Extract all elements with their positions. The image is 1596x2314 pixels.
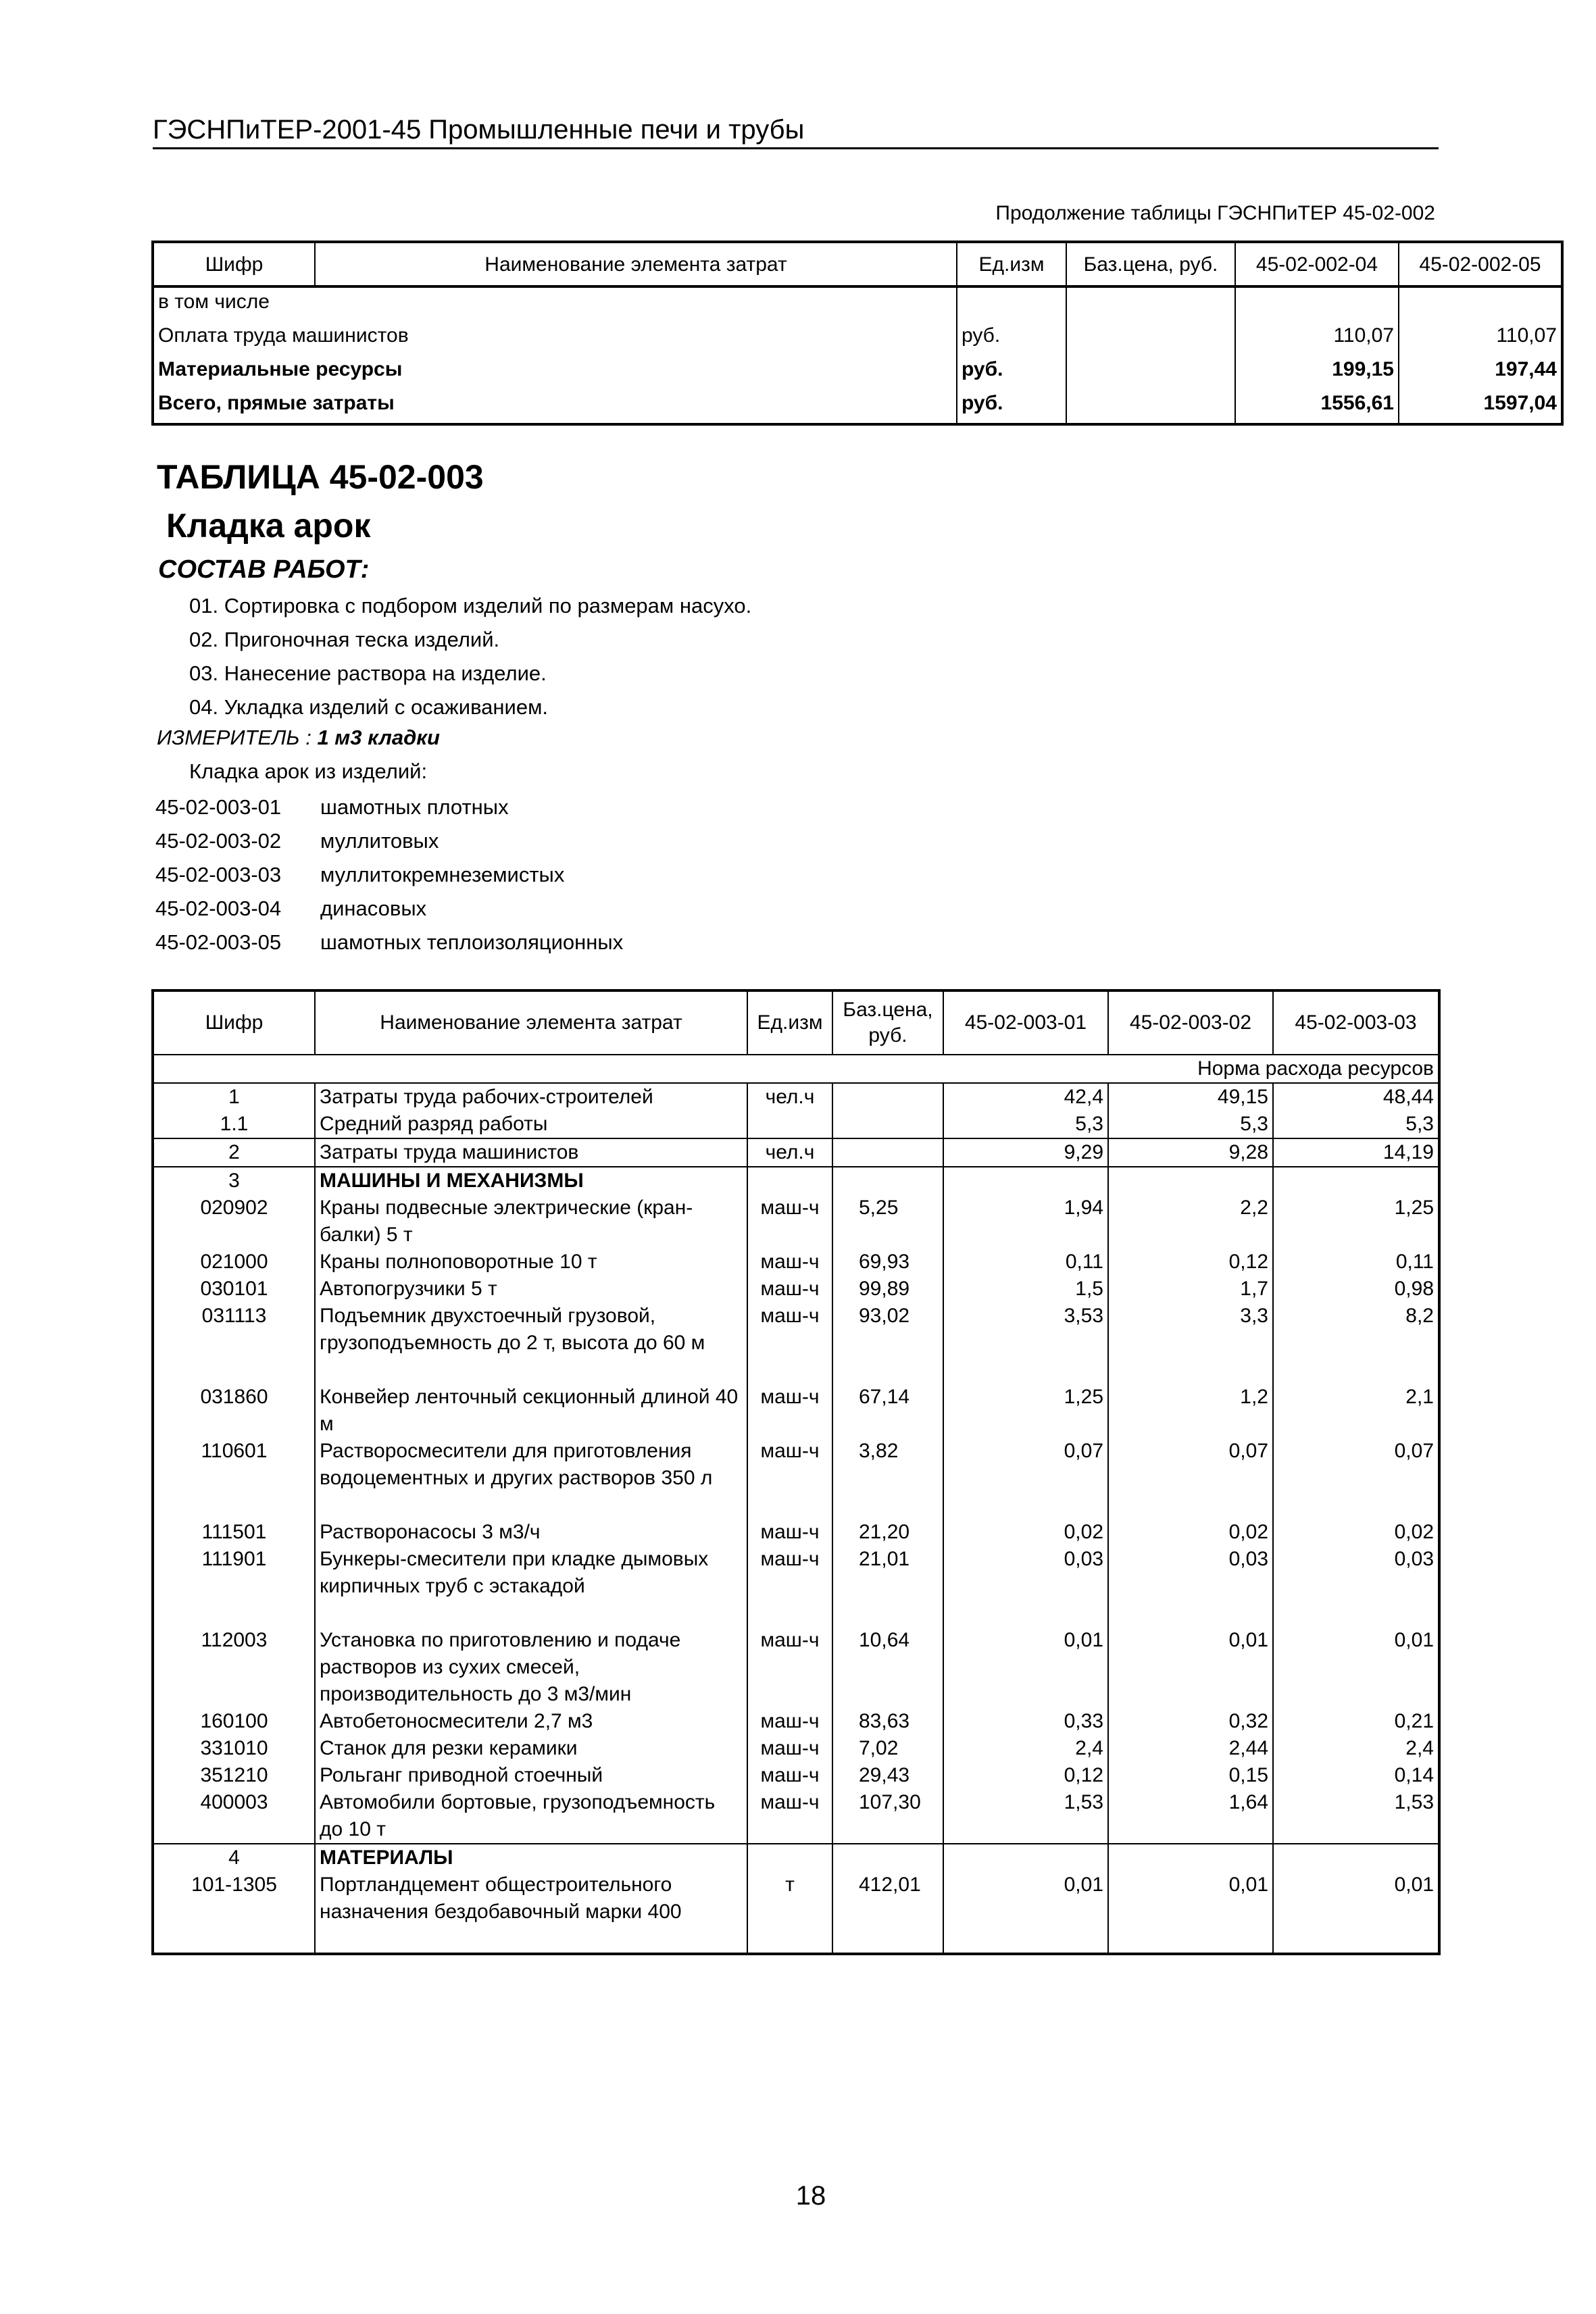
row-price: 83,63 xyxy=(832,1708,943,1735)
row-unit: руб. xyxy=(957,322,1066,355)
header-code: Шифр xyxy=(153,242,315,286)
row-value: 1,5 xyxy=(943,1276,1108,1303)
row-value: 2,1 xyxy=(1273,1384,1439,1438)
row-unit: маш-ч xyxy=(747,1708,832,1735)
row-price: 21,01 xyxy=(832,1546,943,1627)
row-unit: чел.ч xyxy=(747,1083,832,1111)
work-item: 03. Нанесение раствора на изделие. xyxy=(189,661,547,685)
row-value: 0,01 xyxy=(1273,1871,1439,1926)
row-label: Оплата труда машинистов xyxy=(153,322,957,355)
row-price xyxy=(832,1167,943,1194)
row-code: 112003 xyxy=(153,1627,315,1708)
code-number: 45-02-003-01 xyxy=(155,795,282,819)
row-value: 0,11 xyxy=(1273,1249,1439,1276)
row-unit xyxy=(747,1167,832,1194)
row-unit: маш-ч xyxy=(747,1735,832,1762)
row-code: 111901 xyxy=(153,1546,315,1627)
row-price xyxy=(1066,322,1235,355)
row-price: 69,93 xyxy=(832,1249,943,1276)
row-value: 0,33 xyxy=(943,1708,1108,1735)
row-code: 2 xyxy=(153,1138,315,1167)
empty-cell xyxy=(943,1926,1108,1954)
row-unit xyxy=(747,1844,832,1871)
row-value: 49,15 xyxy=(1108,1083,1273,1111)
row-name: Станок для резки керамики xyxy=(315,1735,747,1762)
table-row xyxy=(153,1762,1439,1789)
code-item xyxy=(155,926,623,959)
measurement-line xyxy=(157,723,440,753)
row-code: 400003 xyxy=(153,1789,315,1844)
row-value: 197,44 xyxy=(1399,355,1562,389)
code-item xyxy=(155,790,623,824)
row-value: 14,19 xyxy=(1273,1138,1439,1167)
continuation-table xyxy=(151,241,1564,426)
table-row xyxy=(153,1546,1439,1627)
row-unit: маш-ч xyxy=(747,1546,832,1627)
norm-label: Норма расхода ресурсов xyxy=(153,1055,1439,1083)
row-value xyxy=(1273,1844,1439,1871)
row-price: 7,02 xyxy=(832,1735,943,1762)
row-label: Материальные ресурсы xyxy=(153,355,957,389)
row-value: 48,44 xyxy=(1273,1083,1439,1111)
table-row xyxy=(153,322,1562,355)
row-value: 42,4 xyxy=(943,1083,1108,1111)
row-value: 0,11 xyxy=(943,1249,1108,1276)
table-row xyxy=(153,1627,1439,1708)
row-name: Автомобили бортовые, грузоподъемность до 10 т xyxy=(315,1789,747,1844)
row-name: Бункеры-смесители при кладке дымовых кирпичных труб с эстакадой xyxy=(315,1546,747,1627)
row-price: 93,02 xyxy=(832,1303,943,1384)
page-header-title: ГЭСНПиТЕР-2001-45 Промышленные печи и трубы xyxy=(153,115,805,145)
row-price xyxy=(1066,286,1235,322)
empty-cell xyxy=(315,1926,747,1954)
row-value: 9,29 xyxy=(943,1138,1108,1167)
row-unit: маш-ч xyxy=(747,1276,832,1303)
table-row xyxy=(153,1249,1439,1276)
row-unit: маш-ч xyxy=(747,1303,832,1384)
row-value: 0,01 xyxy=(1273,1627,1439,1708)
row-value: 0,01 xyxy=(943,1871,1108,1926)
row-value: 1,7 xyxy=(1108,1276,1273,1303)
row-price: 99,89 xyxy=(832,1276,943,1303)
row-value: 0,03 xyxy=(943,1546,1108,1627)
code-number: 45-02-003-03 xyxy=(155,863,282,886)
row-unit xyxy=(957,286,1066,322)
row-value: 3,3 xyxy=(1108,1303,1273,1384)
row-value: 8,2 xyxy=(1273,1303,1439,1384)
row-price: 5,25 xyxy=(832,1194,943,1249)
row-code: 160100 xyxy=(153,1708,315,1735)
row-value: 0,01 xyxy=(1108,1871,1273,1926)
header-code: Шифр xyxy=(153,990,315,1055)
header-col2: 45-02-002-05 xyxy=(1399,242,1562,286)
row-value: 0,03 xyxy=(1273,1546,1439,1627)
row-price: 67,14 xyxy=(832,1384,943,1438)
row-code: 331010 xyxy=(153,1735,315,1762)
row-value: 2,44 xyxy=(1108,1735,1273,1762)
empty-cell xyxy=(747,1926,832,1954)
table-title: ТАБЛИЦА 45-02-003 xyxy=(157,458,484,496)
header-col1: 45-02-002-04 xyxy=(1235,242,1399,286)
table-row xyxy=(153,1276,1439,1303)
resource-table xyxy=(151,989,1441,1955)
row-code: 111501 xyxy=(153,1519,315,1546)
table-row xyxy=(153,1844,1439,1871)
row-name: Затраты труда машинистов xyxy=(315,1138,747,1167)
table-row xyxy=(153,1083,1439,1111)
row-code: 021000 xyxy=(153,1249,315,1276)
row-name: МАТЕРИАЛЫ xyxy=(315,1844,747,1871)
norm-row xyxy=(153,1055,1439,1083)
table-header-row xyxy=(153,990,1439,1055)
table-row xyxy=(153,1303,1439,1384)
row-unit: маш-ч xyxy=(747,1519,832,1546)
row-unit: руб. xyxy=(957,389,1066,424)
measurement-value: 1 м3 кладки xyxy=(317,726,440,749)
row-code: 020902 xyxy=(153,1194,315,1249)
row-value xyxy=(943,1844,1108,1871)
code-description: шамотных плотных xyxy=(320,795,509,819)
table-row xyxy=(153,1871,1439,1926)
row-price xyxy=(832,1138,943,1167)
resource-table-body xyxy=(153,1083,1439,1954)
table-row xyxy=(153,355,1562,389)
empty-cell xyxy=(1273,1926,1439,1954)
row-value: 1597,04 xyxy=(1399,389,1562,424)
row-name: Растворонасосы 3 м3/ч xyxy=(315,1519,747,1546)
row-value: 2,2 xyxy=(1108,1194,1273,1249)
row-price: 21,20 xyxy=(832,1519,943,1546)
code-number: 45-02-003-02 xyxy=(155,829,282,853)
row-price: 107,30 xyxy=(832,1789,943,1844)
row-price xyxy=(832,1844,943,1871)
row-name: Рольганг приводной стоечный xyxy=(315,1762,747,1789)
row-unit: маш-ч xyxy=(747,1438,832,1519)
row-price xyxy=(832,1111,943,1138)
page-number: 18 xyxy=(795,2181,826,2211)
row-value xyxy=(943,1167,1108,1194)
row-value: 2,4 xyxy=(1273,1735,1439,1762)
code-item xyxy=(155,892,623,926)
header-col1: 45-02-003-01 xyxy=(943,990,1108,1055)
row-code: 1 xyxy=(153,1083,315,1111)
table-row xyxy=(153,1735,1439,1762)
row-value xyxy=(1273,1167,1439,1194)
row-name: Конвейер ленточный секционный длиной 40 м xyxy=(315,1384,747,1438)
row-value xyxy=(1399,286,1562,322)
code-description: муллитовых xyxy=(320,829,439,853)
kladka-intro: Кладка арок из изделий: xyxy=(189,759,428,783)
row-value: 199,15 xyxy=(1235,355,1399,389)
header-unit: Ед.изм xyxy=(747,990,832,1055)
code-number: 45-02-003-05 xyxy=(155,930,282,954)
work-item: 01. Сортировка с подбором изделий по размерам насухо. xyxy=(189,594,752,618)
table-row xyxy=(153,1438,1439,1519)
row-unit: маш-ч xyxy=(747,1249,832,1276)
row-value: 0,32 xyxy=(1108,1708,1273,1735)
table-row xyxy=(153,1708,1439,1735)
table-row xyxy=(153,1519,1439,1546)
row-value: 5,3 xyxy=(1273,1111,1439,1138)
row-value: 1556,61 xyxy=(1235,389,1399,424)
row-label: Всего, прямые затраты xyxy=(153,389,957,424)
row-name: Краны полноповоротные 10 т xyxy=(315,1249,747,1276)
code-description: муллитокремнеземистых xyxy=(320,863,565,886)
row-unit: маш-ч xyxy=(747,1384,832,1438)
measurement-label: ИЗМЕРИТЕЛЬ : xyxy=(157,726,311,749)
row-value: 0,07 xyxy=(943,1438,1108,1519)
code-item xyxy=(155,824,623,858)
table-row xyxy=(153,1789,1439,1844)
row-value: 110,07 xyxy=(1235,322,1399,355)
row-value: 5,3 xyxy=(1108,1111,1273,1138)
row-value: 0,02 xyxy=(1273,1519,1439,1546)
row-value xyxy=(1108,1844,1273,1871)
row-value: 1,2 xyxy=(1108,1384,1273,1438)
row-value: 0,02 xyxy=(943,1519,1108,1546)
row-code: 031860 xyxy=(153,1384,315,1438)
row-value: 0,01 xyxy=(1108,1627,1273,1708)
table-header-row xyxy=(153,242,1562,286)
row-value: 0,12 xyxy=(943,1762,1108,1789)
row-code: 351210 xyxy=(153,1762,315,1789)
row-value: 0,12 xyxy=(1108,1249,1273,1276)
row-code: 1.1 xyxy=(153,1111,315,1138)
header-col2: 45-02-003-02 xyxy=(1108,990,1273,1055)
row-value: 3,53 xyxy=(943,1303,1108,1384)
row-price: 412,01 xyxy=(832,1871,943,1926)
row-value: 0,07 xyxy=(1273,1438,1439,1519)
row-code: 031113 xyxy=(153,1303,315,1384)
code-number: 45-02-003-04 xyxy=(155,897,282,920)
row-code: 101-1305 xyxy=(153,1871,315,1926)
row-price: 10,64 xyxy=(832,1627,943,1708)
row-name: Установка по приготовлению и подаче растворов из сухих смесей, производительность до 3 м3/мин xyxy=(315,1627,747,1708)
row-value: 5,3 xyxy=(943,1111,1108,1138)
row-value xyxy=(1235,286,1399,322)
row-name: Автопогрузчики 5 т xyxy=(315,1276,747,1303)
row-value: 1,53 xyxy=(943,1789,1108,1844)
row-unit: маш-ч xyxy=(747,1194,832,1249)
row-unit: руб. xyxy=(957,355,1066,389)
row-name: Средний разряд работы xyxy=(315,1111,747,1138)
row-value: 0,98 xyxy=(1273,1276,1439,1303)
work-composition-label: СОСТАВ РАБОТ: xyxy=(158,555,370,584)
row-price xyxy=(832,1083,943,1111)
row-code: 4 xyxy=(153,1844,315,1871)
table-row xyxy=(153,1167,1439,1194)
row-value: 1,25 xyxy=(1273,1194,1439,1249)
row-value: 0,03 xyxy=(1108,1546,1273,1627)
row-value: 1,25 xyxy=(943,1384,1108,1438)
row-value: 0,14 xyxy=(1273,1762,1439,1789)
row-value: 0,21 xyxy=(1273,1708,1439,1735)
code-list xyxy=(155,790,623,959)
row-value: 0,02 xyxy=(1108,1519,1273,1546)
table-row xyxy=(153,1111,1439,1138)
row-price xyxy=(1066,355,1235,389)
empty-cell xyxy=(832,1926,943,1954)
row-name: Подъемник двухстоечный грузовой, грузоподъемность до 2 т, высота до 60 м xyxy=(315,1303,747,1384)
header-name: Наименование элемента затрат xyxy=(315,990,747,1055)
work-item: 04. Укладка изделий с осаживанием. xyxy=(189,695,549,719)
table-row xyxy=(153,389,1562,424)
row-name: МАШИНЫ И МЕХАНИЗМЫ xyxy=(315,1167,747,1194)
work-item: 02. Пригоночная теска изделий. xyxy=(189,628,500,651)
row-unit xyxy=(747,1111,832,1138)
code-description: шамотных теплоизоляционных xyxy=(320,930,624,954)
table-end-spacer xyxy=(153,1926,1439,1954)
row-name: Растворосмесители для приготовления водоцементных и других растворов 350 л xyxy=(315,1438,747,1519)
row-value: 2,4 xyxy=(943,1735,1108,1762)
row-code: 3 xyxy=(153,1167,315,1194)
header-price: Баз.цена, руб. xyxy=(832,990,943,1055)
row-unit: маш-ч xyxy=(747,1627,832,1708)
table-row xyxy=(153,1138,1439,1167)
row-unit: чел.ч xyxy=(747,1138,832,1167)
row-unit: маш-ч xyxy=(747,1762,832,1789)
row-name: Автобетоносмесители 2,7 м3 xyxy=(315,1708,747,1735)
row-label: в том числе xyxy=(153,286,957,322)
row-unit: маш-ч xyxy=(747,1789,832,1844)
row-value: 0,01 xyxy=(943,1627,1108,1708)
row-code: 110601 xyxy=(153,1438,315,1519)
header-price: Баз.цена, руб. xyxy=(1066,242,1235,286)
table-subtitle: Кладка арок xyxy=(166,507,371,545)
row-value: 1,53 xyxy=(1273,1789,1439,1844)
row-value: 0,07 xyxy=(1108,1438,1273,1519)
table-row xyxy=(153,286,1562,322)
code-item xyxy=(155,858,623,892)
row-value: 0,15 xyxy=(1108,1762,1273,1789)
row-value: 1,64 xyxy=(1108,1789,1273,1844)
table-row xyxy=(153,1194,1439,1249)
row-name: Краны подвесные электрические (кран-балки) 5 т xyxy=(315,1194,747,1249)
table-row xyxy=(153,1384,1439,1438)
continuation-label: Продолжение таблицы ГЭСНПиТЕР 45-02-002 xyxy=(995,202,1435,224)
header-col3: 45-02-003-03 xyxy=(1273,990,1439,1055)
row-price xyxy=(1066,389,1235,424)
row-value: 1,94 xyxy=(943,1194,1108,1249)
header-name: Наименование элемента затрат xyxy=(315,242,957,286)
row-value xyxy=(1108,1167,1273,1194)
row-unit: т xyxy=(747,1871,832,1926)
code-description: динасовых xyxy=(320,897,427,920)
header-unit: Ед.изм xyxy=(957,242,1066,286)
row-name: Портландцемент общестроительного назначения бездобавочный марки 400 xyxy=(315,1871,747,1926)
empty-cell xyxy=(1108,1926,1273,1954)
work-list xyxy=(189,589,751,724)
row-value: 9,28 xyxy=(1108,1138,1273,1167)
row-price: 3,82 xyxy=(832,1438,943,1519)
row-name: Затраты труда рабочих-строителей xyxy=(315,1083,747,1111)
header-rule xyxy=(153,147,1439,149)
row-price: 29,43 xyxy=(832,1762,943,1789)
row-code: 030101 xyxy=(153,1276,315,1303)
row-value: 110,07 xyxy=(1399,322,1562,355)
empty-cell xyxy=(153,1926,315,1954)
